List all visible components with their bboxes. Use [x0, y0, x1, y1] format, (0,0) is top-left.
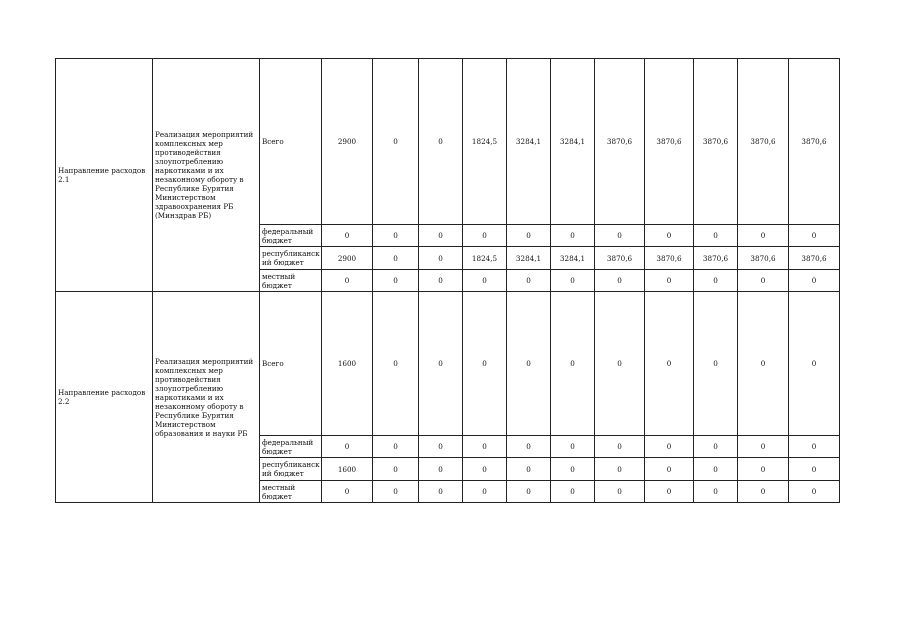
value-cell: 0	[322, 436, 373, 458]
value-cell: 0	[551, 458, 595, 481]
value-cell: 3870,6	[738, 247, 789, 270]
value-cell: 2900	[322, 247, 373, 270]
value-cell: 0	[419, 481, 463, 503]
value-cell: 0	[694, 225, 738, 247]
funding-source-cell: местный бюджет	[260, 270, 322, 292]
value-cell: 0	[645, 436, 694, 458]
value-cell: 0	[595, 458, 645, 481]
funding-source-cell: республиканск ий бюджет	[260, 247, 322, 270]
value-cell: 0	[738, 292, 789, 436]
funding-source-cell: Всего	[260, 59, 322, 225]
value-cell: 0	[507, 225, 551, 247]
value-cell: 0	[507, 436, 551, 458]
value-cell: 0	[463, 436, 507, 458]
value-cell: 0	[551, 436, 595, 458]
value-cell: 0	[789, 225, 840, 247]
value-cell: 0	[419, 458, 463, 481]
value-cell: 0	[419, 225, 463, 247]
description-cell: Реализация мероприятий комплексных мер противодействия злоупотреблению наркотиками и их незаконному обороту в Республике Бурятия Министерством здравоохранения РБ (Минздрав РБ)	[153, 59, 260, 292]
value-cell: 0	[373, 458, 419, 481]
value-cell: 3870,6	[789, 59, 840, 225]
value-cell: 0	[373, 481, 419, 503]
value-cell: 0	[738, 458, 789, 481]
value-cell: 0	[645, 225, 694, 247]
table-row	[56, 59, 840, 225]
value-cell: 0	[463, 292, 507, 436]
value-cell: 0	[595, 436, 645, 458]
value-cell: 0	[789, 481, 840, 503]
value-cell: 0	[419, 270, 463, 292]
value-cell: 0	[694, 270, 738, 292]
value-cell: 0	[419, 59, 463, 225]
value-cell: 0	[507, 292, 551, 436]
value-cell: 0	[694, 481, 738, 503]
value-cell: 0	[595, 292, 645, 436]
value-cell: 0	[507, 458, 551, 481]
value-cell: 3284,1	[507, 247, 551, 270]
value-cell: 1600	[322, 458, 373, 481]
direction-cell: Направление расходов 2.2	[56, 292, 153, 503]
budget-table-body	[56, 59, 840, 503]
funding-source-cell: Всего	[260, 292, 322, 436]
value-cell: 0	[373, 225, 419, 247]
value-cell: 0	[373, 59, 419, 225]
value-cell: 3284,1	[507, 59, 551, 225]
value-cell: 1824,5	[463, 247, 507, 270]
value-cell: 0	[738, 436, 789, 458]
value-cell: 3870,6	[694, 59, 738, 225]
value-cell: 0	[595, 270, 645, 292]
value-cell: 0	[694, 292, 738, 436]
value-cell: 0	[738, 270, 789, 292]
value-cell: 0	[645, 292, 694, 436]
funding-source-cell: федеральный бюджет	[260, 436, 322, 458]
value-cell: 0	[738, 225, 789, 247]
value-cell: 0	[789, 458, 840, 481]
value-cell: 3870,6	[694, 247, 738, 270]
value-cell: 0	[373, 436, 419, 458]
value-cell: 3870,6	[738, 59, 789, 225]
value-cell: 0	[595, 481, 645, 503]
value-cell: 0	[551, 292, 595, 436]
value-cell: 3870,6	[645, 247, 694, 270]
value-cell: 0	[463, 270, 507, 292]
value-cell: 0	[419, 292, 463, 436]
value-cell: 0	[373, 270, 419, 292]
value-cell: 3870,6	[595, 59, 645, 225]
value-cell: 0	[463, 458, 507, 481]
value-cell: 0	[595, 225, 645, 247]
value-cell: 0	[419, 247, 463, 270]
value-cell: 0	[789, 436, 840, 458]
table-row	[56, 292, 840, 436]
value-cell: 0	[694, 436, 738, 458]
value-cell: 3284,1	[551, 247, 595, 270]
value-cell: 0	[322, 481, 373, 503]
value-cell: 3870,6	[595, 247, 645, 270]
value-cell: 0	[322, 270, 373, 292]
value-cell: 0	[789, 292, 840, 436]
value-cell: 0	[551, 481, 595, 503]
direction-cell: Направление расходов 2.1	[56, 59, 153, 292]
funding-source-cell: федеральный бюджет	[260, 225, 322, 247]
value-cell: 0	[507, 270, 551, 292]
value-cell: 3284,1	[551, 59, 595, 225]
value-cell: 3870,6	[789, 247, 840, 270]
value-cell: 1824,5	[463, 59, 507, 225]
value-cell: 0	[645, 270, 694, 292]
value-cell: 0	[645, 458, 694, 481]
value-cell: 0	[551, 270, 595, 292]
value-cell: 2900	[322, 59, 373, 225]
value-cell: 0	[738, 481, 789, 503]
value-cell: 0	[507, 481, 551, 503]
value-cell: 0	[645, 481, 694, 503]
value-cell: 0	[463, 481, 507, 503]
funding-source-cell: местный бюджет	[260, 481, 322, 503]
funding-source-cell: республиканск ий бюджет	[260, 458, 322, 481]
value-cell: 0	[373, 292, 419, 436]
value-cell: 0	[322, 225, 373, 247]
value-cell: 1600	[322, 292, 373, 436]
budget-table	[55, 58, 840, 503]
description-cell: Реализация мероприятий комплексных мер противодействия злоупотреблению наркотиками и их незаконному обороту в Республике Бурятия Министерством образования и науки РБ	[153, 292, 260, 503]
value-cell: 0	[694, 458, 738, 481]
value-cell: 0	[463, 225, 507, 247]
value-cell: 3870,6	[645, 59, 694, 225]
value-cell: 0	[789, 270, 840, 292]
value-cell: 0	[419, 436, 463, 458]
value-cell: 0	[373, 247, 419, 270]
value-cell: 0	[551, 225, 595, 247]
